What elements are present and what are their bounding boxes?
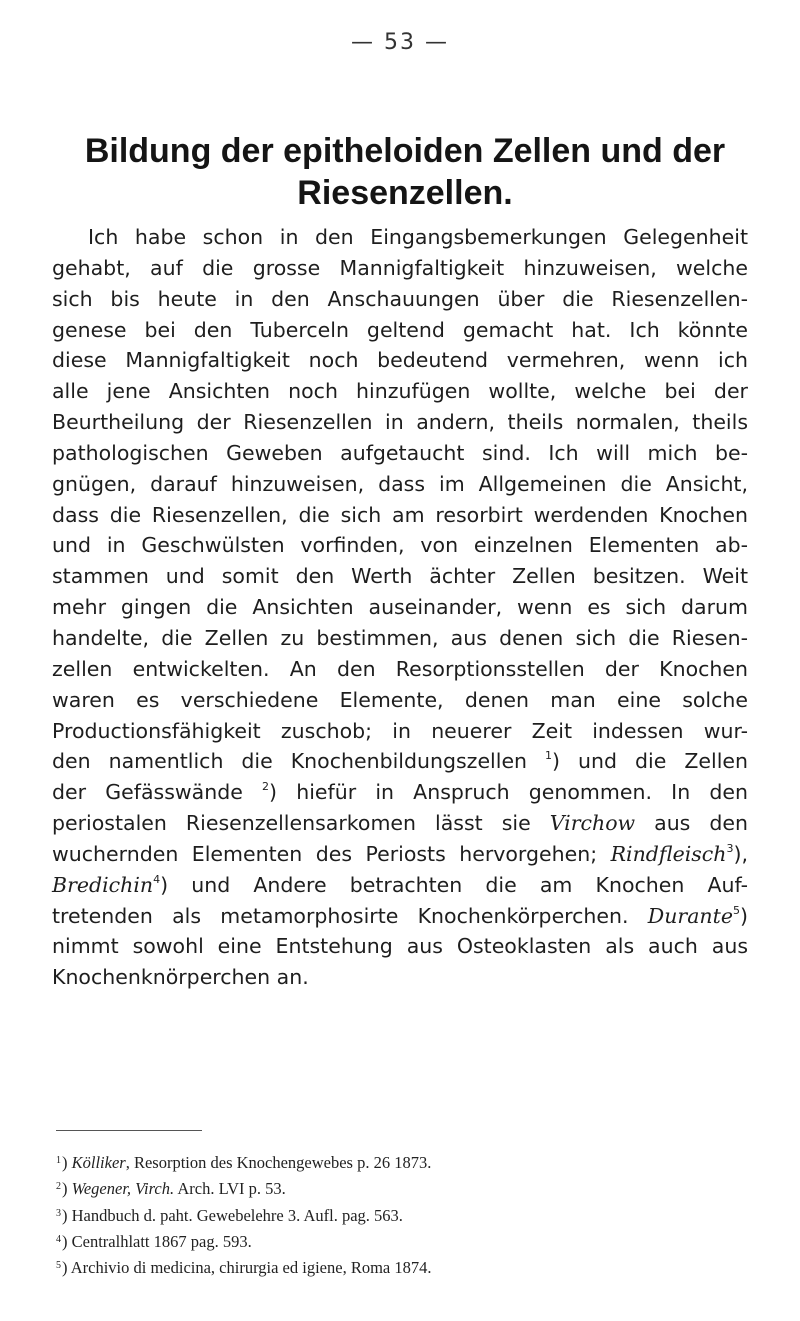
heading-line-2: Riesenzellen. (297, 174, 513, 212)
footnote-mark: 3 (56, 1207, 61, 1219)
body-text-run: ) (740, 903, 748, 928)
body-line (52, 808, 748, 839)
body-line: dass die Riesenzellen, die sich am resorbirt werdenden Knochen (52, 502, 748, 527)
body-text-run: ) hiefür in Anspruch genommen. In den (269, 780, 749, 805)
body-line: waren es verschiedene Elemente, denen man eine solche (52, 687, 748, 712)
body-line (52, 839, 748, 870)
body-line: diese Mannigfaltigkeit noch bedeutend vermehren, wenn ich (52, 348, 748, 373)
footnotes (56, 1149, 746, 1280)
body-line (52, 777, 748, 808)
body-text-run: periostalen Riesenzellensarkomen lässt sie (52, 811, 550, 836)
footnote-ref[interactable]: 1 (545, 749, 553, 763)
footnote-mark: 2 (56, 1181, 61, 1193)
body-line (52, 901, 748, 932)
footnote-ref[interactable]: 5 (733, 903, 740, 917)
body-line (52, 870, 748, 901)
footnote-text: , Resorption des Knochengewebes p. 26 1873. (125, 1153, 432, 1172)
body-text-run: tretenden als metamorphosirte Knochenkörperchen. (52, 903, 648, 928)
body-line: handelte, die Zellen zu bestimmen, aus denen sich die Riesen- (52, 625, 748, 650)
heading-line-1: Bildung der epitheloiden Zellen und der (84, 132, 726, 170)
footnote-author: Wegener, Virch. (71, 1179, 175, 1199)
footnote-mark: 1 (56, 1155, 61, 1166)
body-line: mehr gingen die Ansichten auseinander, wenn es sich darum (52, 595, 748, 620)
author-name: Rindfleisch (610, 841, 727, 866)
footnote-mark: 4 (56, 1233, 61, 1245)
footnote-divider (56, 1130, 202, 1131)
body-text-run: ), (733, 841, 748, 866)
body-line: Knochenknörperchen an. (52, 965, 309, 990)
body-text-run: der Gefässwände (52, 780, 263, 805)
footnote-text: Archivio di medicina, chirurgia ed igiene, Roma 1874. (67, 1258, 432, 1278)
body-line: Productionsfähigkeit zuschob; in neuerer Zeit indessen wur- (52, 718, 748, 743)
body-line: sich bis heute in den Anschauungen über die Riesenzellen- (52, 286, 748, 311)
footnote: $^5$) Archivio di medicina, chirurgia ed igiene, Roma 1874. (56, 1258, 432, 1278)
body-text-run: wuchernden Elementen des Periosts hervorgehen; (52, 841, 611, 866)
body-text-run: den namentlich die Knochenbildungszellen (52, 749, 546, 774)
body-text-run: ) und Andere betrachten die am Knochen Auf- (160, 872, 748, 897)
body-line: Ich habe schon in den Eingangsbemerkungen Gelegenheit (88, 225, 748, 249)
body-paragraph (52, 222, 748, 993)
footnote-text: Handbuch d. paht. Gewebelehre 3. Aufl. pag. 563. (67, 1205, 403, 1225)
body-text-run: ) und die Zellen (552, 749, 748, 774)
footnote-ref[interactable]: 2 (262, 780, 270, 794)
footnote-ref[interactable]: 4 (153, 872, 161, 886)
author-name: Bredichin (52, 872, 154, 897)
body-text-run: aus den (635, 811, 749, 836)
body-line (52, 746, 748, 777)
body-line: gehabt, auf die grosse Mannigfaltigkeit hinzuweisen, welche (52, 255, 748, 280)
footnote: $^1$) Kölliker, Resorption des Knochengewebes p. 26 1873. (56, 1153, 432, 1172)
footnote: $^2$) Wegener, Virch. Arch. LVI p. 53. (56, 1179, 286, 1199)
footnote-author: Kölliker (71, 1153, 126, 1172)
body-line: gnügen, darauf hinzuweisen, dass im Allgemeinen die Ansicht, (52, 471, 748, 496)
footnote-ref[interactable]: 3 (726, 841, 734, 855)
body-line: zellen entwickelten. An den Resorptionsstellen der Knochen (52, 656, 748, 681)
body-line: nimmt sowohl eine Entstehung aus Osteoklasten als auch aus (52, 934, 748, 959)
body-line: genese bei den Tuberceln geltend gemacht hat. Ich könnte (52, 317, 748, 342)
footnote-text: Centralhlatt 1867 pag. 593. (67, 1231, 252, 1251)
footnote: $^3$) Handbuch d. paht. Gewebelehre 3. Aufl. pag. 563. (56, 1205, 403, 1225)
author-name: Durante (647, 903, 733, 928)
footnote: $^4$) Centralhlatt 1867 pag. 593. (56, 1231, 252, 1251)
body-line: und in Geschwülsten vorfinden, von einzelnen Elementen ab- (52, 533, 748, 558)
footnote-mark: 5 (56, 1260, 61, 1272)
body-line: pathologischen Geweben aufgetaucht sind. Ich will mich be- (52, 440, 748, 465)
page-number: — 53 — (351, 30, 449, 55)
body-line: Beurtheilung der Riesenzellen in andern, theils normalen, theils (52, 410, 748, 435)
body-line: alle jene Ansichten noch hinzufügen wollte, welche bei der (52, 379, 748, 404)
footnote-text: Arch. LVI p. 53. (174, 1179, 286, 1199)
section-heading (60, 130, 750, 214)
author-name: Virchow (549, 811, 636, 836)
body-line: stammen und somit den Werth ächter Zellen besitzen. Weit (52, 564, 748, 589)
